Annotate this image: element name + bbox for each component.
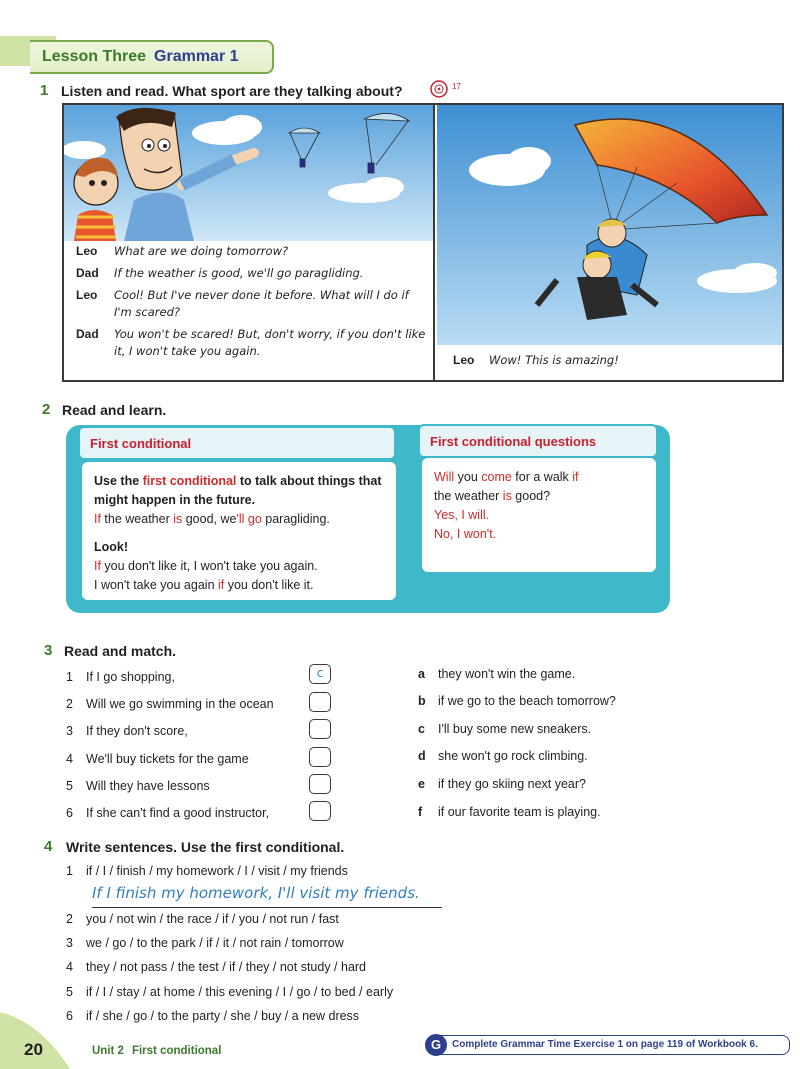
comic-illustration-left: [64, 105, 435, 241]
speech: What are we doing tomorrow?: [114, 244, 289, 258]
answer-box[interactable]: [309, 692, 331, 712]
look-example-1: If you don't like it, I won't take you again.: [94, 559, 318, 573]
answer-box[interactable]: c: [309, 664, 331, 684]
grammar-rule-card: [80, 460, 398, 602]
comic-panel-right: [437, 105, 782, 380]
speech: You won't be scared! But, don't worry, if you don't like it, I won't take you again.: [114, 327, 426, 358]
speaker: Dad: [76, 266, 99, 280]
speaker: Leo: [76, 244, 98, 258]
section-2-number: 2: [42, 401, 51, 418]
grammar-example: If the weather is good, we'll go paragliding.: [94, 512, 330, 526]
section-3-title: Read and match.: [64, 643, 177, 659]
lesson-title: Grammar 1: [154, 48, 239, 65]
unit-label: Unit 2 First conditional: [92, 1045, 222, 1057]
speaker: Leo: [76, 288, 98, 302]
match-item: 4 We'll buy tickets for the game: [66, 752, 249, 766]
audio-track-number: 17: [452, 82, 461, 91]
answer-box[interactable]: [309, 801, 331, 821]
match-option: f if our favorite team is playing.: [418, 805, 601, 819]
match-option: a they won't win the game.: [418, 667, 576, 681]
match-item: 6 If she can't find a good instructor,: [66, 806, 270, 820]
match-item: 3 If they don't score,: [66, 724, 188, 738]
workbook-reference: Complete Grammar Time Exercise 1 on page 119 of Workbook 6.: [440, 1035, 790, 1055]
match-option: c I'll buy some new sneakers.: [418, 722, 592, 736]
write-item: 5 if / I / stay / at home / this evening / I / go / to bed / early: [66, 985, 394, 999]
write-item: 6 if / she / go / to the party / she / buy / a new dress: [66, 1009, 360, 1023]
look-label: Look!: [94, 540, 129, 554]
lesson-label: Lesson Three: [42, 48, 147, 65]
speech: Wow! This is amazing!: [489, 353, 619, 367]
questions-card: [420, 456, 658, 574]
lesson-tab: [30, 40, 274, 74]
grammar-box-heading: First conditional: [78, 426, 396, 460]
look-example-2: I won't take you again if you don't like it.: [94, 578, 314, 592]
short-answer-no: No, I won't.: [434, 527, 497, 541]
grammar-time-badge: G: [425, 1034, 447, 1056]
section-2-title: Read and learn.: [62, 402, 167, 418]
questions-box-heading: First conditional questions: [418, 424, 658, 458]
answer-box[interactable]: [309, 719, 331, 739]
match-option: e if they go skiing next year?: [418, 777, 586, 791]
match-option: d she won't go rock climbing.: [418, 749, 588, 763]
question-example-cont: the weather is good?: [434, 489, 551, 503]
match-option: b if we go to the beach tomorrow?: [418, 694, 616, 708]
speaker: Leo: [453, 353, 475, 367]
speech: If the weather is good, we'll go paragliding.: [114, 266, 364, 280]
answer-box[interactable]: [309, 774, 331, 794]
speaker: Dad: [76, 327, 99, 341]
comic-strip: [62, 103, 784, 382]
question-example: Will you come for a walk if: [434, 470, 579, 484]
match-item: 2 Will we go swimming in the ocean: [66, 697, 274, 711]
write-item: 1 if / I / finish / my homework / I / visit / my friends: [66, 864, 348, 878]
speech: Cool! But I've never done it before. What will I do if I'm scared?: [114, 288, 409, 319]
write-item: 4 they / not pass / the test / if / they / not study / hard: [66, 960, 367, 974]
dialogue-line: [76, 243, 426, 260]
dialogue-line: [76, 287, 426, 321]
comic-dialogue-right: [453, 353, 619, 367]
match-item: 5 Will they have lessons: [66, 779, 210, 793]
example-answer-line[interactable]: If I finish my homework, I'll visit my friends.: [92, 884, 442, 908]
comic-illustration-right: [437, 105, 782, 345]
dialogue-line: [76, 265, 426, 282]
footer-decoration: [0, 1012, 120, 1069]
comic-panel-left: [64, 105, 435, 380]
section-4-number: 4: [44, 838, 53, 855]
section-4-title: Write sentences. Use the first conditional.: [66, 839, 345, 855]
dialogue-line: [76, 326, 426, 360]
section-1-number: 1: [40, 82, 49, 99]
short-answer-yes: Yes, I will.: [434, 508, 490, 522]
comic-dialogue-left: [76, 243, 426, 365]
answer-box[interactable]: [309, 747, 331, 767]
audio-cd-icon[interactable]: [430, 80, 448, 98]
write-item: 2 you / not win / the race / if / you / not run / fast: [66, 912, 339, 926]
section-3-number: 3: [44, 642, 53, 659]
section-1-title: Listen and read. What sport are they talking about?: [61, 83, 403, 99]
match-item: 1 If I go shopping,: [66, 670, 175, 684]
page-number: 20: [24, 1040, 43, 1059]
grammar-rule: Use the first conditional to talk about things that might happen in the future.: [94, 474, 382, 507]
write-item: 3 we / go / to the park / if / it / not rain / tomorrow: [66, 936, 344, 950]
